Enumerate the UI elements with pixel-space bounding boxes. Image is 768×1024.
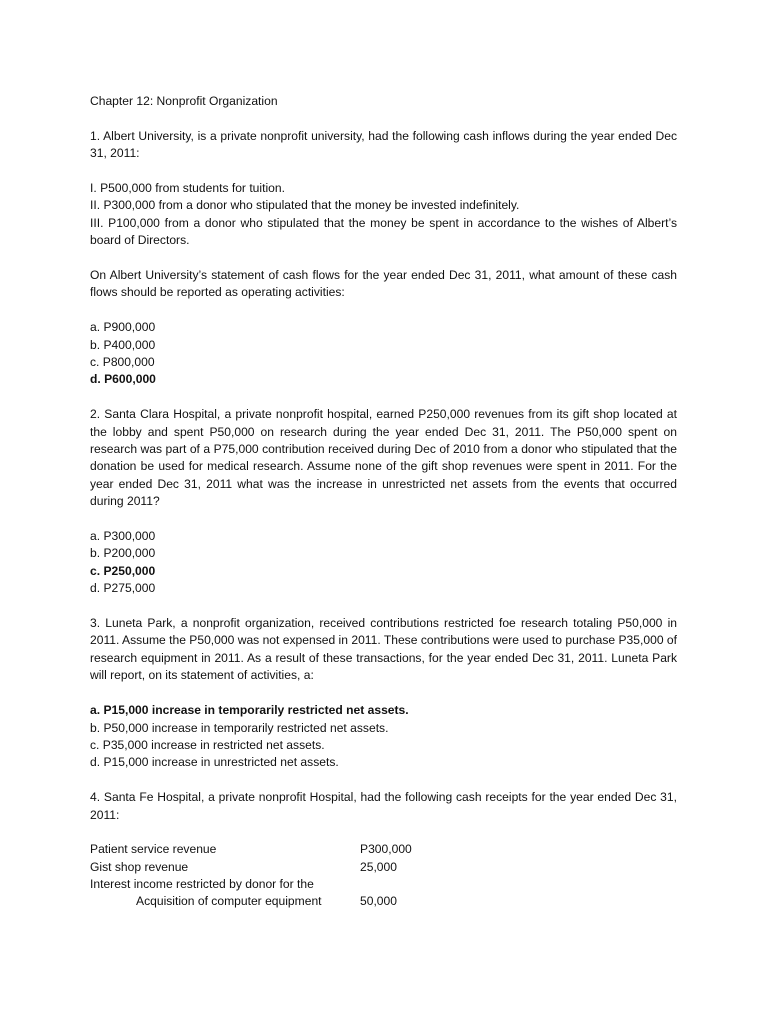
q1-option-d: d. P600,000 — [90, 372, 156, 387]
q2-option-c: c. P250,000 — [90, 563, 156, 578]
q1-option-c: c. P800,000 — [90, 355, 155, 370]
q1-stem: 1. Albert University, is a private nonprofit university, had the following cash inflows during the year ended Dec 31, 2011: — [90, 128, 677, 161]
q3-option-b: b. P50,000 increase in temporarily restricted net assets. — [90, 720, 389, 735]
q2-stem: 2. Santa Clara Hospital, a private nonprofit hospital, earned P250,000 revenues from its gift shop located at the lobby and spent P50,000 on research during the year ended Dec 31, 2011. The P50,000 spent on research was part of a P75,000 contribution received during Dec of 2010 from a donor who stipulated that the donation be used for medical research. Assume none of the gift shop revenues were spent in 2011. For the year ended Dec 31, 2011 what was the increase in unrestricted net assets from the events that occurred during 2011? — [90, 407, 677, 509]
q2-option-d: d. P275,000 — [90, 581, 156, 596]
q3-option-a: a. P15,000 increase in temporarily restricted net assets. — [90, 703, 409, 718]
q1-question: On Albert University’s statement of cash flows for the year ended Dec 31, 2011, what amount of these cash flows should be reported as operating activities: — [90, 268, 677, 300]
receipt-amount: P300,000 — [360, 842, 412, 857]
q1-item: III. P100,000 from a donor who stipulated that the money be spent in accordance to the wishes of Albert’s board of Directors. — [90, 215, 677, 248]
receipt-row — [90, 841, 677, 858]
chapter-title: Chapter 12: Nonprofit Organization — [90, 94, 278, 108]
q2-option-a: a. P300,000 — [90, 529, 156, 544]
q1-option-b: b. P400,000 — [90, 337, 156, 352]
receipt-label: Patient service revenue — [90, 842, 217, 857]
q2-option-b: b. P200,000 — [90, 546, 156, 561]
document-content — [90, 93, 677, 911]
receipt-label: Interest income restricted by donor for the — [90, 877, 314, 892]
receipt-row — [90, 893, 677, 910]
q4-stem: 4. Santa Fe Hospital, a private nonprofit Hospital, had the following cash receipts for the year ended Dec 31, 2011: — [90, 790, 677, 822]
q1-item: II. P300,000 from a donor who stipulated that the money be invested indefinitely. — [90, 198, 520, 213]
q1-item: I. P500,000 from students for tuition. — [90, 181, 285, 195]
q1-option-a: a. P900,000 — [90, 320, 156, 335]
receipt-amount: 25,000 — [360, 859, 397, 874]
receipt-label: Acquisition of computer equipment — [136, 894, 322, 909]
q3-option-d: d. P15,000 increase in unrestricted net assets. — [90, 755, 339, 770]
receipt-row — [90, 859, 677, 876]
receipt-amount: 50,000 — [360, 894, 397, 909]
q3-option-c: c. P35,000 increase in restricted net assets. — [90, 737, 325, 752]
receipt-row — [90, 876, 677, 893]
receipt-label: Gist shop revenue — [90, 859, 189, 874]
q3-stem: 3. Luneta Park, a nonprofit organization, received contributions restricted foe research totaling P50,000 in 2011. Assume the P50,000 was not expensed in 2011. These contributions were used to purchase P35,000 of research equipment in 2011. As a result of these transactions, for the year ended Dec 31, 2011. Luneta Park will report, on its statement of activities, a: — [90, 616, 677, 683]
